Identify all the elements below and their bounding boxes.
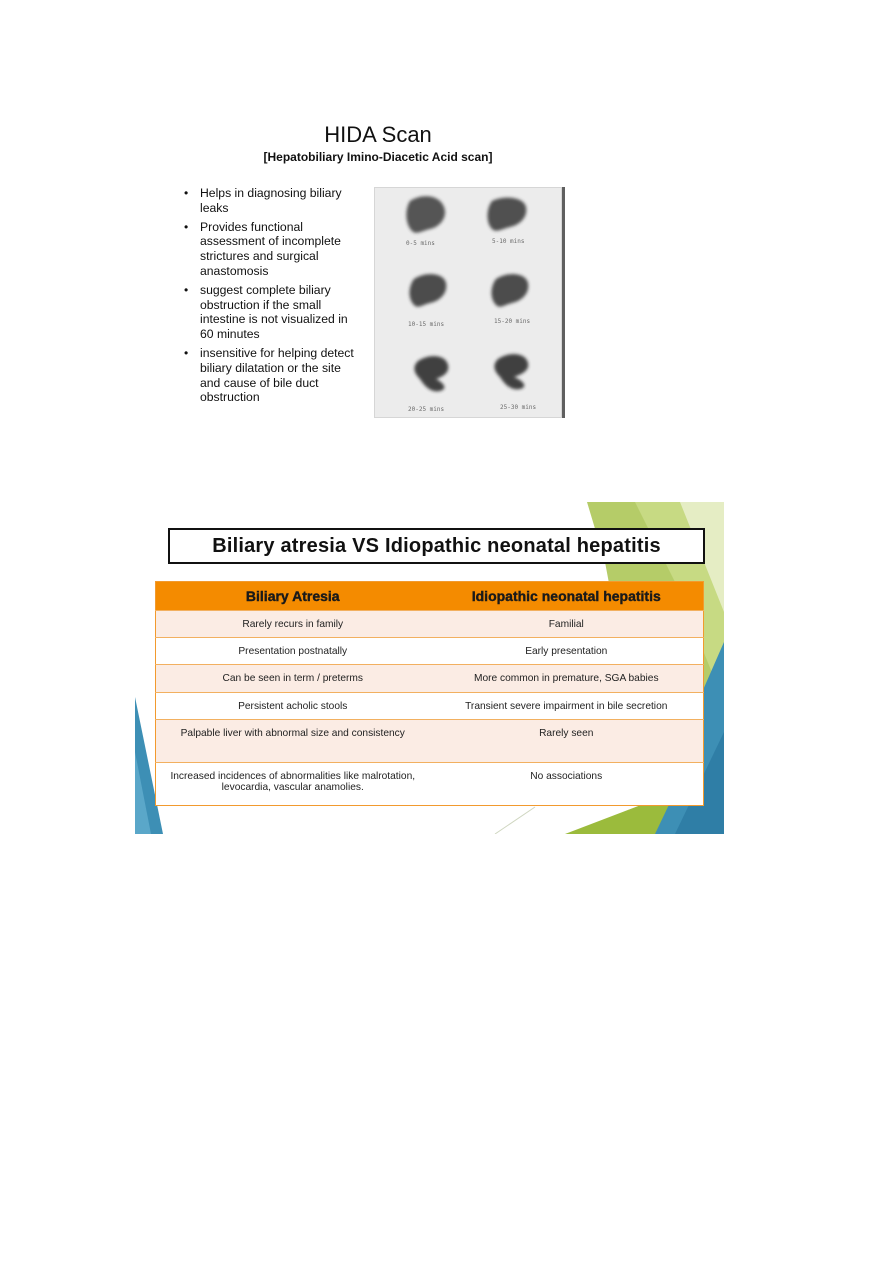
liver-silhouette — [494, 354, 528, 389]
scan-frame-label: 25-30 mins — [500, 404, 537, 411]
bullet-dot-icon: • — [184, 345, 189, 360]
comparison-title-box — [168, 528, 705, 564]
table-row — [156, 720, 704, 763]
table-row — [156, 763, 704, 806]
scan-frame-label: 10-15 mins — [408, 321, 445, 328]
liver-silhouette — [414, 356, 448, 391]
scan-frame-label: 20-25 mins — [408, 406, 445, 413]
comparison-table — [155, 581, 704, 806]
table-cell: Palpable liver with abnormal size and consistency — [156, 720, 430, 763]
bullet-dot-icon: • — [184, 186, 189, 200]
hida-bullet: • suggest complete biliary obstruction if the small intestine is not visualized in 60 minutes — [184, 282, 348, 342]
hida-bullet: • Provides functional assessment of incomplete strictures and surgical anastomosis — [184, 219, 341, 278]
comparison-title: Biliary atresia VS Idiopathic neonatal hepatitis — [212, 534, 661, 557]
table-cell: Persistent acholic stools — [156, 693, 430, 720]
hida-title: HIDA Scan — [324, 122, 432, 147]
liver-silhouette — [492, 274, 529, 307]
table-row — [156, 693, 704, 720]
table-cell: More common in premature, SGA babies — [430, 665, 704, 693]
hida-bullet: • insensitive for helping detect biliary dilatation or the site and cause of bile duct obstruction — [184, 345, 354, 405]
table-row — [156, 611, 704, 638]
table-cell: Transient severe impairment in bile secretion — [430, 693, 704, 720]
table-cell: No associations — [430, 763, 704, 806]
table-cell: Increased incidences of abnormalities like malrotation, levocardia, vascular anamolies. — [156, 763, 430, 806]
table-header-row — [156, 582, 704, 611]
comparison-slide — [135, 502, 724, 834]
table-cell: Rarely recurs in family — [156, 611, 430, 638]
table-cell: Rarely seen — [430, 720, 704, 763]
hida-subtitle: [Hepatobiliary Imino-Diacetic Acid scan] — [263, 150, 493, 164]
table-cell: Familial — [430, 611, 704, 638]
liver-silhouette — [406, 196, 445, 233]
table-row — [156, 638, 704, 665]
table-cell: Early presentation — [430, 638, 704, 665]
scan-frame-label: 5-10 mins — [492, 238, 525, 245]
column-header: Idiopathic neonatal hepatitis — [430, 582, 704, 611]
hida-scan-frames — [374, 187, 562, 418]
scan-frame-label: 0-5 mins — [406, 240, 435, 247]
table-cell: Presentation postnatally — [156, 638, 430, 665]
table-cell: Can be seen in term / preterms — [156, 665, 430, 693]
hida-scan-slide — [168, 118, 588, 428]
column-header: Biliary Atresia — [156, 582, 430, 611]
bullet-dot-icon: • — [184, 219, 189, 234]
hida-scan-image — [374, 187, 565, 418]
table-row — [156, 665, 704, 693]
hida-bullet: • Helps in diagnosing biliary leaks — [184, 186, 342, 215]
bullet-dot-icon: • — [184, 282, 189, 297]
liver-silhouette — [410, 274, 447, 307]
liver-silhouette — [488, 198, 527, 231]
scan-frame-label: 15-20 mins — [494, 318, 531, 325]
hida-bullet-list — [182, 186, 360, 409]
